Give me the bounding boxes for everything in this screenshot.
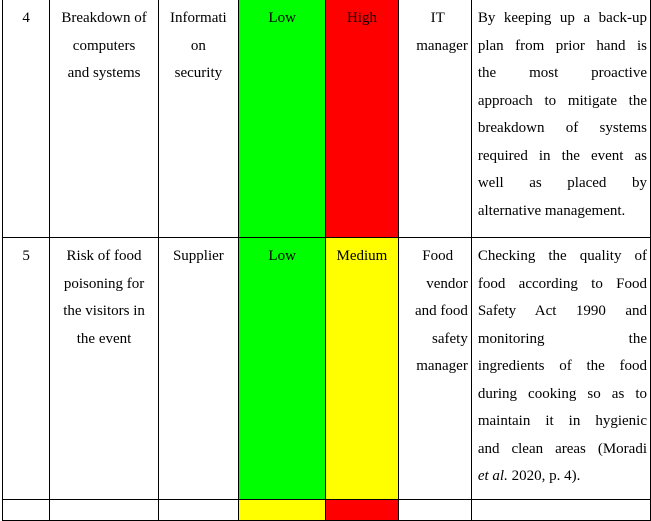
risk-description-cell [50, 238, 158, 500]
mitigation-line: maintain it in hygienic [477, 413, 647, 429]
mitigation-line: Checking the quality of [477, 248, 647, 264]
mitigation-cell [471, 238, 650, 500]
risk-description-line: computers [72, 37, 136, 54]
mitigation-line: By keeping up a back-up [477, 10, 647, 26]
likelihood-cell [238, 500, 325, 521]
impact-cell [326, 238, 398, 500]
risk-number: 4 [22, 10, 30, 26]
likelihood-cell [238, 238, 325, 500]
risk-description-cell [50, 0, 158, 238]
table-row [3, 500, 651, 521]
risk-category-line: Supplier [172, 248, 224, 264]
risk-owner-line: Food [422, 248, 454, 264]
risk-category-line: Informati [170, 10, 227, 26]
risk-owner-line: vendor [426, 275, 468, 292]
impact-cell [326, 500, 398, 521]
risk-number-cell [3, 0, 50, 238]
risk-owner-cell [398, 0, 471, 238]
likelihood-value: Low [268, 10, 296, 26]
risk-category-cell [158, 0, 238, 238]
citation-italic: et al. [477, 468, 508, 484]
mitigation-line: the most proactive [477, 65, 647, 81]
citation-rest: 2020, p. 4). [507, 468, 581, 484]
risk-description-line: and systems [67, 65, 141, 81]
risk-description-line: the visitors in [63, 303, 145, 319]
risk-register-table [2, 0, 651, 521]
risk-description-line: the event [76, 330, 132, 347]
risk-owner-cell [398, 238, 471, 500]
risk-description-line: Breakdown of [61, 10, 147, 26]
table-row [3, 0, 651, 238]
mitigation-line: monitoring the [477, 330, 647, 347]
mitigation-line: approach to mitigate the [477, 92, 647, 109]
mitigation-cell [471, 0, 650, 238]
mitigation-citation [478, 463, 647, 491]
risk-category-line: on [190, 37, 206, 54]
risk-number: 5 [22, 248, 30, 264]
risk-description-line: poisoning for [63, 275, 145, 292]
mitigation-line: breakdown of systems [477, 120, 647, 136]
impact-value: Medium [336, 248, 388, 264]
risk-category-cell [158, 238, 238, 500]
risk-owner-line: IT [430, 10, 445, 26]
mitigation-line: plan from prior hand is [477, 37, 647, 54]
risk-owner-line: manager [416, 37, 468, 54]
likelihood-cell [238, 0, 325, 238]
mitigation-line: and clean areas (Moradi [477, 440, 647, 457]
mitigation-line: alternative management. [477, 202, 626, 219]
impact-value: High [346, 10, 377, 26]
mitigation-line: food according to Food [477, 275, 647, 292]
risk-owner-line: safety [432, 330, 468, 347]
impact-cell [326, 0, 398, 238]
mitigation-line: well as placed by [477, 175, 647, 191]
likelihood-value: Low [268, 248, 296, 264]
mitigation-line: ingredients of the food [477, 358, 647, 374]
mitigation-line: Safety Act 1990 and [477, 303, 647, 319]
risk-category-line: security [174, 65, 223, 81]
risk-owner-line: manager [416, 358, 468, 374]
mitigation-line: during cooking so as to [477, 385, 647, 402]
mitigation-line: required in the event as [477, 147, 647, 164]
table-row [3, 238, 651, 500]
risk-number-cell [3, 238, 50, 500]
risk-owner-line: and food [414, 303, 468, 319]
risk-description-line: Risk of food [66, 248, 142, 264]
